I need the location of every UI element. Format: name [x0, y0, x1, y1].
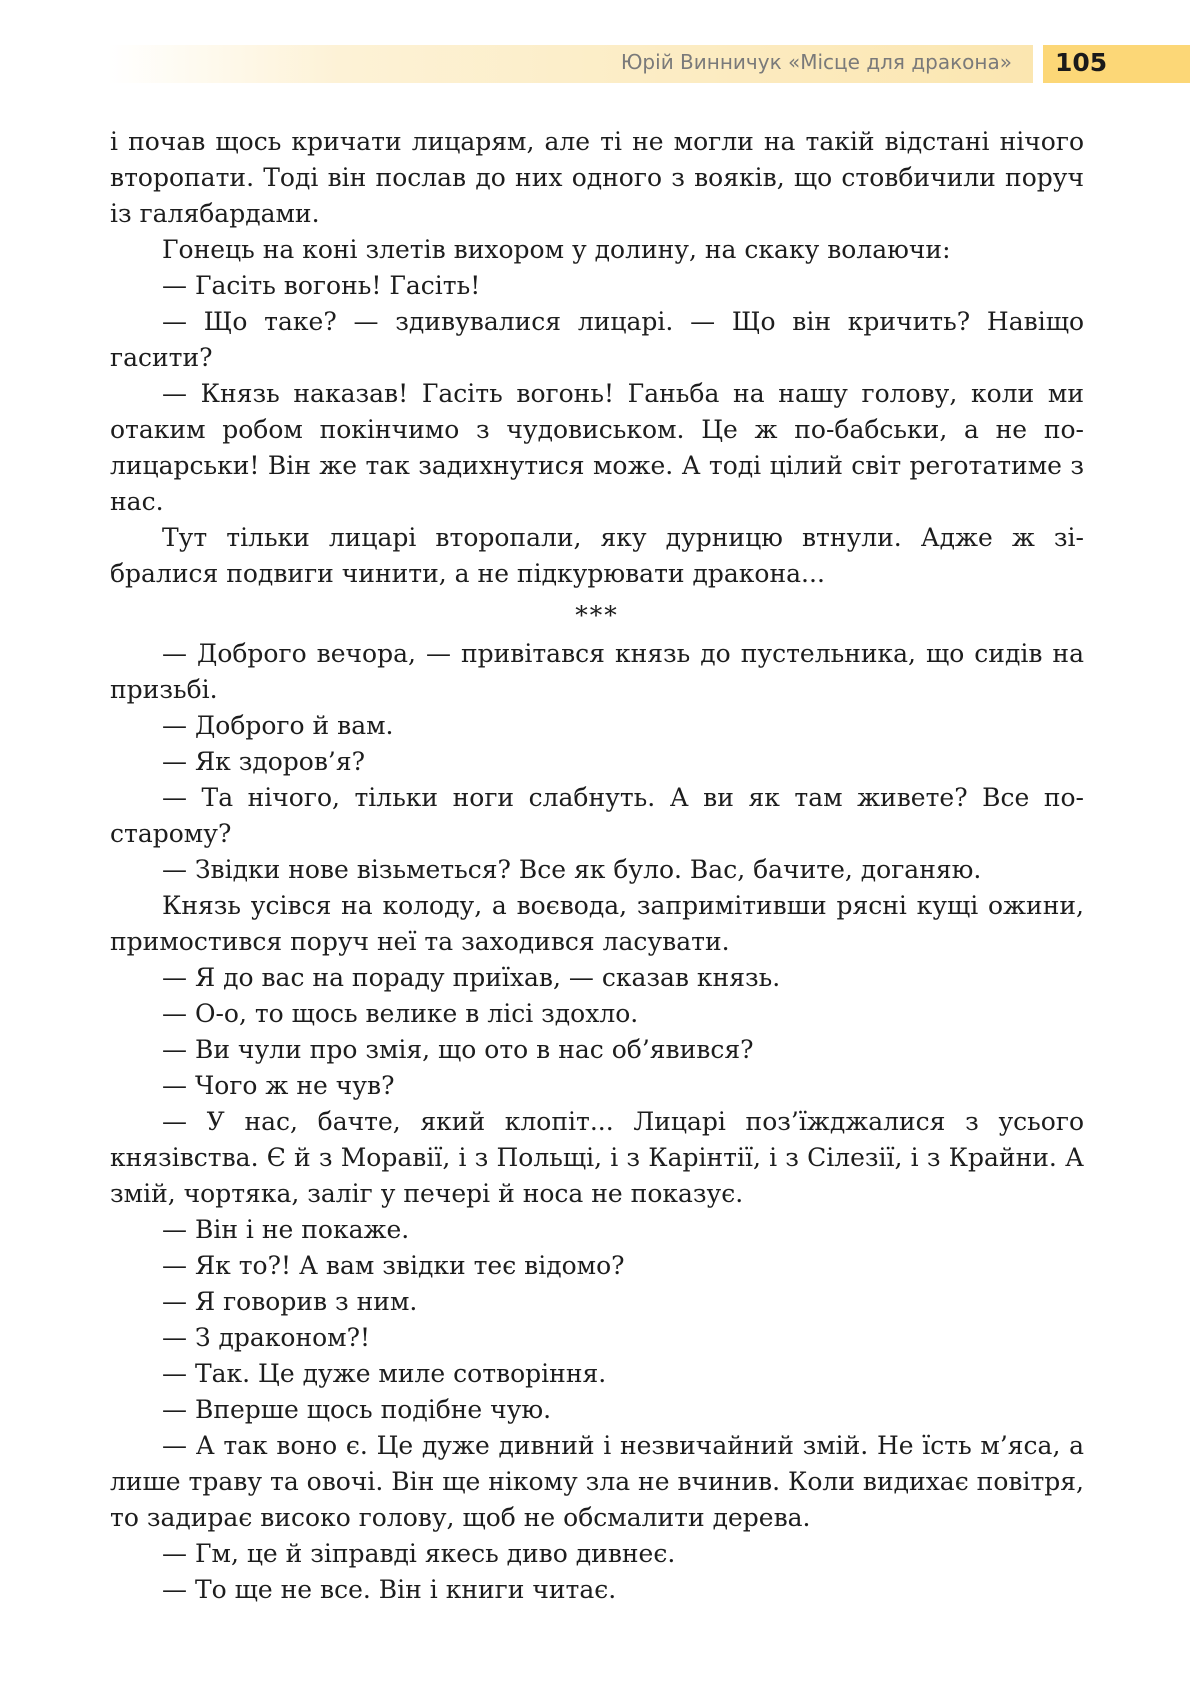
dialogue-line: — Що таке? — здивувалися лицарі. — Що він кричить? Навіщо гасити? [110, 307, 1084, 372]
paragraph: і почав щось кричати лицарям, але ті не могли на такій відстані нічого второпати. Тоді він послав до них одного з вояків, що стовбичили поруч із галябардами. [110, 127, 1084, 228]
section-separator: *** [575, 601, 619, 630]
dialogue-line: — Доброго вечора, — привітався князь до пустельника, що сидів на призьбі. [110, 639, 1084, 704]
dialogue-line: — То ще не все. Він і книги читає. [162, 1575, 617, 1604]
page-number: 105 [1055, 48, 1108, 77]
page-body [110, 124, 1084, 1608]
dialogue-line: — Я говорив з ним. [162, 1287, 418, 1316]
running-header-title: Юрій Винничук «Місце для дракона» [620, 50, 1012, 74]
dialogue-line: — А так воно є. Це дуже дивний і незвичайний змій. Не їсть м’яса, а лише траву та овочі. Він ще нікому зла не вчинив. Коли видихає повітря, то задирає високо голову, щоб не обсмалити дерева. [110, 1431, 1084, 1532]
dialogue-line: — Гасіть вогонь! Гасіть! [162, 271, 481, 300]
paragraph: Тут тільки лицарі второпали, яку дурницю втнули. Адже ж зібралися подвиги чинити, а не підкурювати дракона... [110, 523, 1084, 588]
dialogue-line: — Чого ж не чув? [162, 1071, 395, 1100]
dialogue-line: — Звідки нове візьметься? Все як було. Вас, бачите, доганяю. [162, 855, 982, 884]
dialogue-line: — Я до вас на пораду приїхав, — сказав князь. [162, 963, 781, 992]
dialogue-line: — О-о, то щось велике в лісі здохло. [162, 999, 639, 1028]
dialogue-line: — У нас, бачте, який клопіт... Лицарі поз’їжджалися з усього князівства. Є й з Моравії, і з Польщі, і з Карінтії, і з Сілезії, і з Крайни. А змій, чортяка, заліг у печері й носа не показує. [110, 1107, 1084, 1208]
dialogue-line: — Він і не покаже. [162, 1215, 410, 1244]
dialogue-line: — Князь наказав! Гасіть вогонь! Ганьба на нашу голову, коли ми отаким робом покінчимо з чудовиськом. Це ж по-бабськи, а не по-лицарськи! Він же так задихнутися може. А тоді цілий світ реготатиме з нас. [110, 379, 1084, 516]
dialogue-line: — Доброго й вам. [162, 711, 394, 740]
dialogue-line: — Та нічого, тільки ноги слабнуть. А ви як там живете? Все по-старому? [110, 783, 1084, 848]
dialogue-line: — З драконом?! [162, 1323, 371, 1352]
dialogue-line: — Гм, це й зіправді якесь диво дивнеє. [162, 1539, 676, 1568]
dialogue-line: — Як здоров’я? [162, 747, 366, 776]
dialogue-line: — Як то?! А вам звідки теє відомо? [162, 1251, 625, 1280]
dialogue-line: — Вперше щось подібне чую. [162, 1395, 552, 1424]
paragraph: Гонець на коні злетів вихором у долину, на скаку волаючи: [162, 235, 951, 264]
dialogue-line: — Ви чули про змія, що ото в нас об’явився? [162, 1035, 754, 1064]
paragraph: Князь усівся на колоду, а воєвода, запримітивши рясні кущі ожини, примостився поруч неї та заходився ласувати. [110, 891, 1084, 956]
dialogue-line: — Так. Це дуже миле сотворіння. [162, 1359, 607, 1388]
